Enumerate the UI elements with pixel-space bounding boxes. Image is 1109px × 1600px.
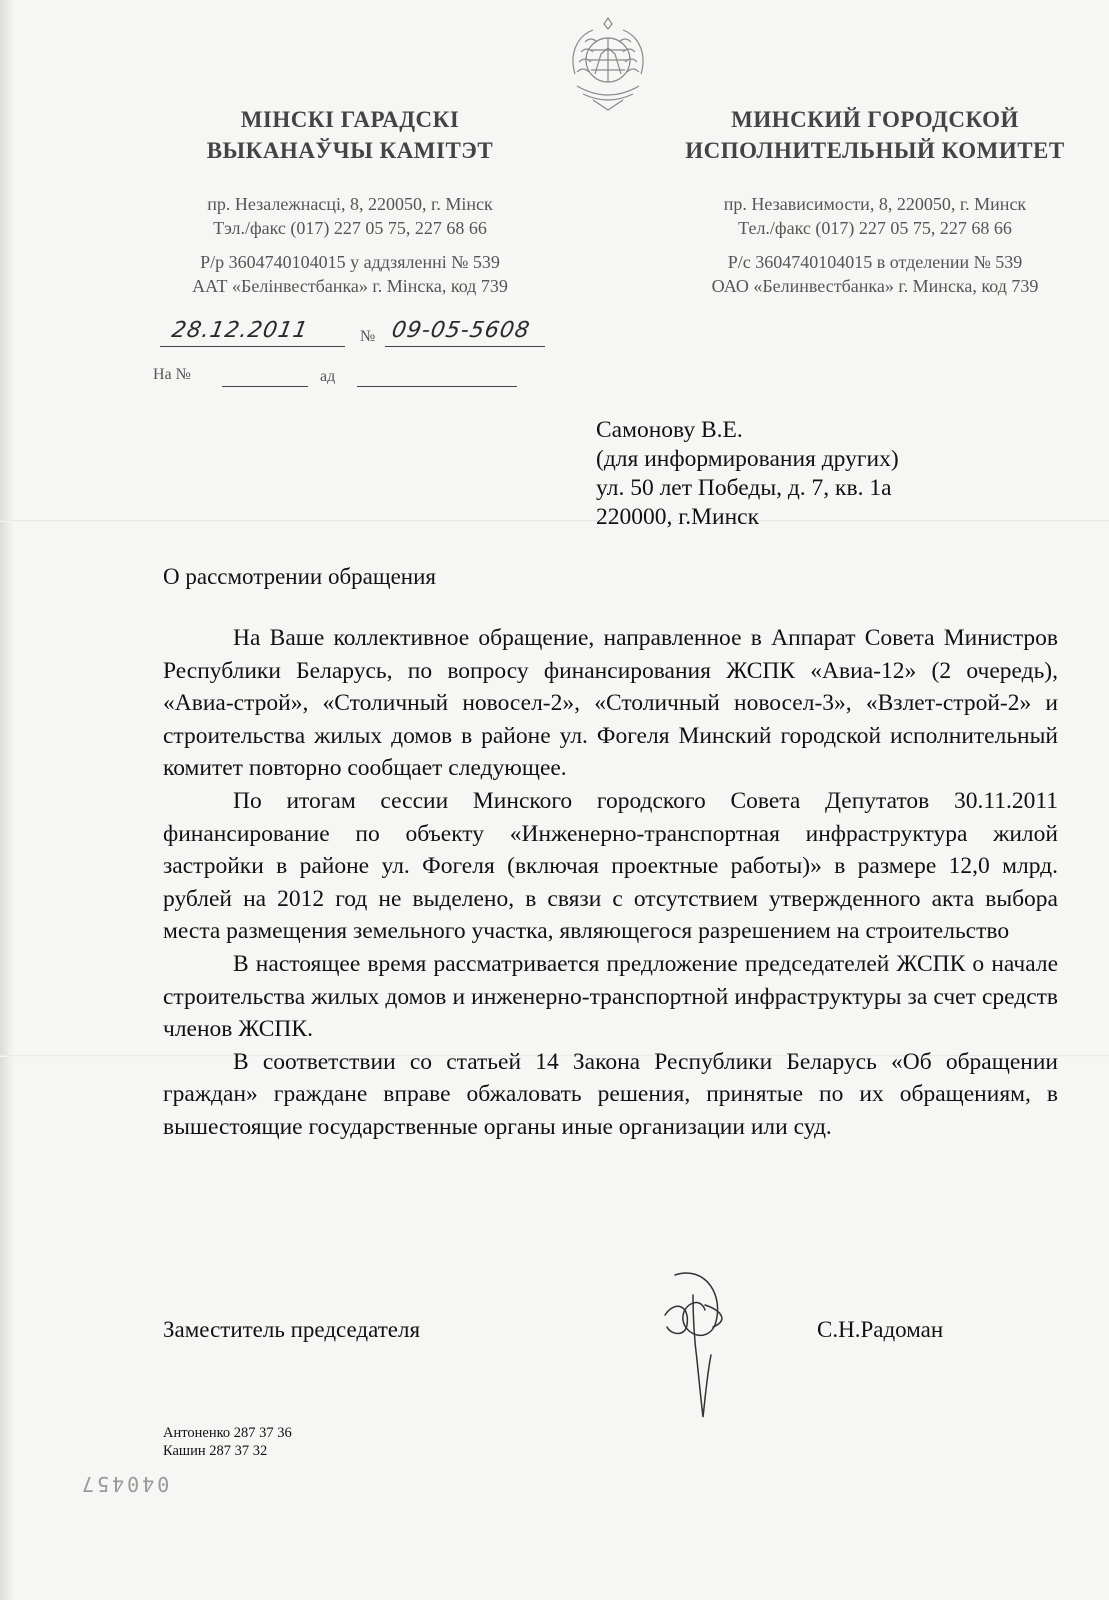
executor-line: Антоненко 287 37 36 <box>163 1425 292 1441</box>
recipient-name: Самонову В.Е. <box>596 417 743 443</box>
phone-line: Тел./факс (017) 227 05 75, 227 68 66 <box>738 218 1012 238</box>
executors-block <box>163 1424 292 1460</box>
address-line: пр. Незалежнасці, 8, 220050, г. Мінск <box>207 194 493 214</box>
number-underline <box>385 346 545 347</box>
bank-details-russian <box>670 250 1080 298</box>
recipient-note: (для информирования других) <box>596 446 899 472</box>
bank-details-belarusian <box>150 250 550 298</box>
phone-line: Тэл./факс (017) 227 05 75, 227 68 66 <box>213 218 487 238</box>
paragraph: В настоящее время рассматривается предложение председателей ЖСПК о начале строительства жилых домов и инженерно-транспортной инфраструктуры за счет средств членов ЖСПК. <box>163 950 1058 1043</box>
handwritten-signature <box>645 1265 755 1425</box>
reply-number-line <box>222 386 308 387</box>
org-name-line: ВЫКАНАЎЧЫ КАМІТЭТ <box>206 138 494 163</box>
letter-subject: О рассмотрении обращения <box>163 564 436 589</box>
org-name-line: ИСПОЛНИТЕЛЬНЫЙ КОМИТЕТ <box>685 138 1065 163</box>
bank-account-line: Р/р 3604740104015 у аддзяленні № 539 <box>200 252 500 272</box>
address-belarusian <box>150 192 550 240</box>
address-russian <box>670 192 1080 240</box>
org-name-russian <box>670 104 1080 166</box>
reply-date-label: ад <box>320 368 336 385</box>
paragraph: В соответствии со статьей 14 Закона Республики Беларусь «Об обращении граждан» граждане вправе обжаловать решения, принятые по их обращениям, в вышестоящие государственные органы иные организации или суд. <box>163 1048 1058 1140</box>
paragraph: На Ваше коллективное обращение, направленное в Аппарат Совета Министров Республики Беларусь, по вопросу финансирования ЖСПК «Авиа-12» (2 очередь), «Авиа-строй», «Столичный новосел-2», «Столичный новосел-3», «Взлет-строй-2» и строительства жилых домов в районе ул. Фогеля Минский городской исполнительный комитет повторно сообщает следующее. <box>163 625 1058 782</box>
page-edge-shadow <box>0 0 14 1600</box>
recipient-block <box>596 416 899 532</box>
reply-date-line <box>357 386 517 387</box>
signatory-title: Заместитель председателя <box>163 1317 421 1342</box>
bank-name-line: ОАО «Белинвестбанка» г. Минска, код 739 <box>711 276 1039 296</box>
reply-to-label: На № <box>153 366 191 383</box>
bank-name-line: ААТ «Белінвестбанка» г. Мінска, код 739 <box>192 276 508 296</box>
belarus-state-emblem-icon <box>563 14 653 114</box>
letter-body <box>163 622 1058 1144</box>
org-name-line: МІНСКІ ГАРАДСКІ <box>240 107 460 132</box>
serial-number-stamp: 040457 <box>79 1472 170 1496</box>
org-name-belarusian <box>150 104 550 166</box>
date-underline <box>160 346 345 347</box>
paragraph: По итогам сессии Минского городского Совета Депутатов 30.11.2011 финансирование по объекту «Инженерно-транспортная инфраструктура жилой застройки в районе ул. Фогеля (включая проектные работы)» в размере 12,0 млрд. рублей на 2012 год не выделено, в связи с отсутствием утвержденного акта выбора места размещения земельного участка, являющегося разрешением на строительство <box>163 787 1058 945</box>
outgoing-number: 09-05-5608 <box>389 318 533 343</box>
number-label: № <box>360 328 376 345</box>
signatory-name: С.Н.Радоман <box>817 1317 944 1342</box>
executor-line: Кашин 287 37 32 <box>163 1443 268 1459</box>
address-line: пр. Независимости, 8, 220050, г. Минск <box>723 194 1027 214</box>
outgoing-date: 28.12.2011 <box>169 318 311 343</box>
bank-account-line: Р/с 3604740104015 в отделении № 539 <box>727 252 1023 272</box>
recipient-street: ул. 50 лет Победы, д. 7, кв. 1а <box>596 475 892 501</box>
paper-fold <box>0 520 1109 522</box>
org-name-line: МИНСКИЙ ГОРОДСКОЙ <box>731 107 1019 132</box>
recipient-city: 220000, г.Минск <box>596 504 760 530</box>
